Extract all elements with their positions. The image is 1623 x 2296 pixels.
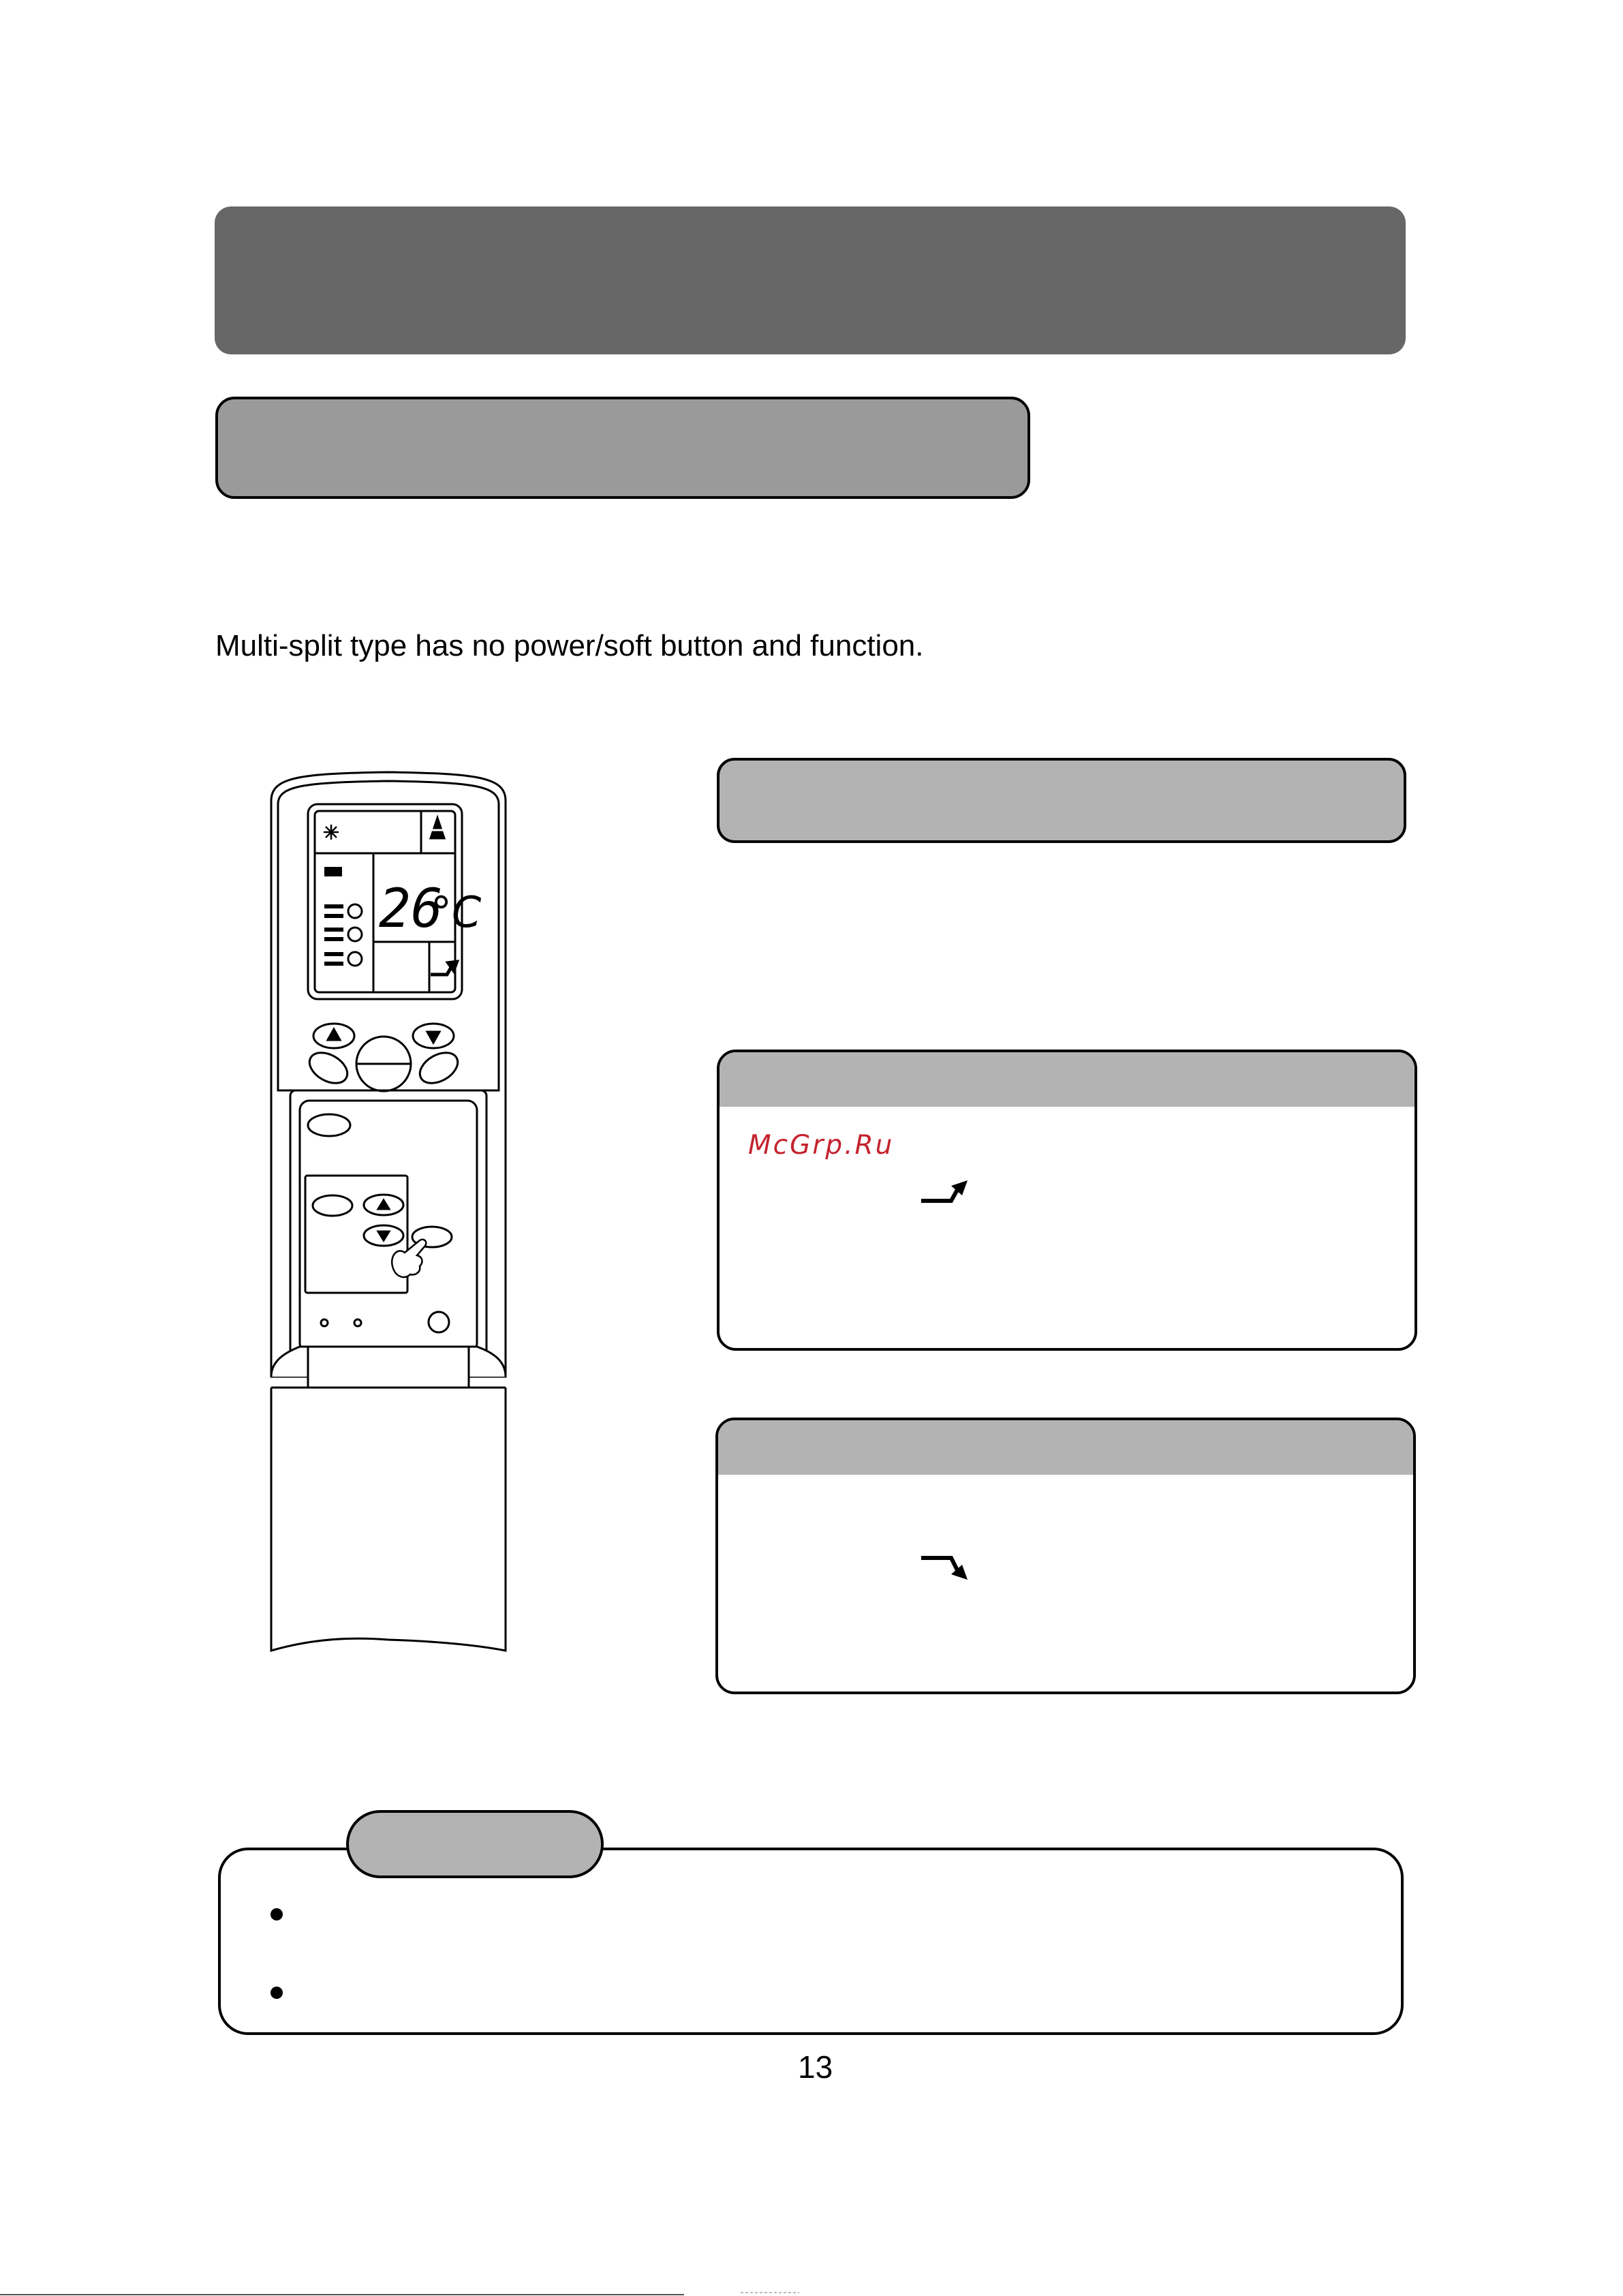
snowflake-icon <box>324 825 339 840</box>
card-header <box>720 1052 1415 1107</box>
page-number: 13 <box>798 2049 833 2085</box>
lcd-temperature: 26 <box>379 878 443 940</box>
notice-tag <box>346 1810 604 1878</box>
bullet-point <box>270 1987 283 1999</box>
remote-controller-illustration <box>259 763 518 1677</box>
swing-down-arrow-icon <box>918 1554 973 1588</box>
watermark: McGrp.Ru <box>748 1130 895 1161</box>
card-header <box>718 1420 1413 1475</box>
panel-heading-box <box>717 758 1406 843</box>
footer-mark <box>739 2290 801 2296</box>
lcd-unit: °C <box>431 887 482 937</box>
section-banner <box>215 397 1030 499</box>
footer-rule <box>0 2294 684 2295</box>
note-text: Multi-split type has no power/soft button and function. <box>215 629 924 662</box>
swing-up-arrow-icon <box>918 1174 973 1208</box>
title-banner <box>215 206 1406 354</box>
info-card-swing-up <box>717 1050 1417 1351</box>
bullet-point <box>270 1908 283 1920</box>
info-card-swing-down <box>715 1418 1416 1694</box>
